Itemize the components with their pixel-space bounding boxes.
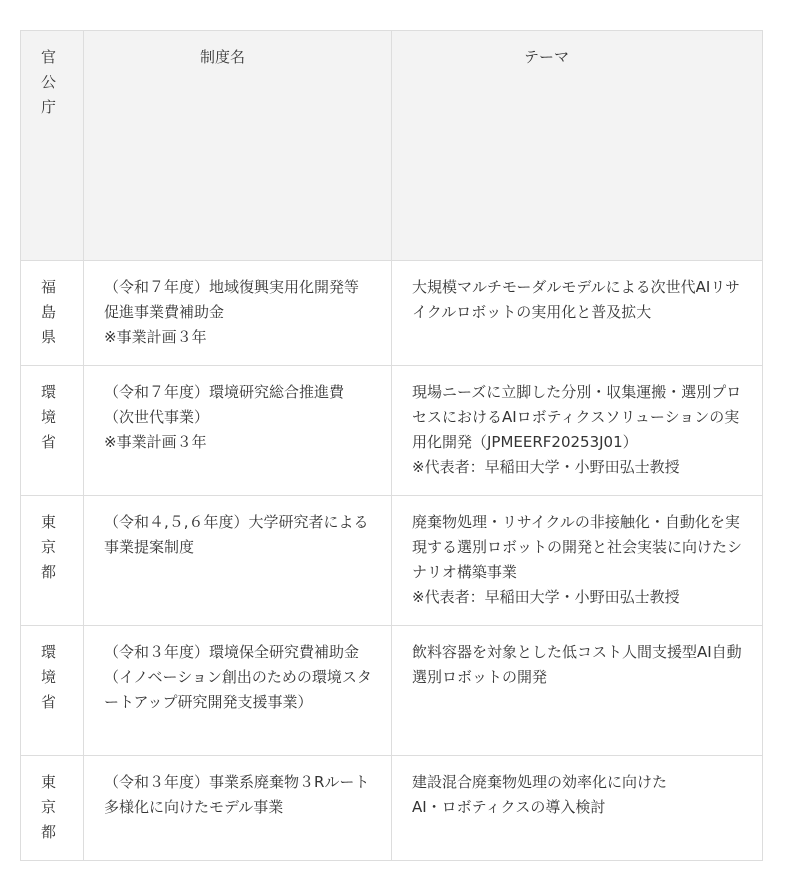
- program-name: （令和３年度）事業系廃棄物３Rルート多様化に向けたモデル事業: [104, 773, 370, 816]
- theme-note: ※代表者：早稲田大学・小野田弘士教授: [412, 458, 680, 476]
- program-note: ※事業計画３年: [104, 433, 207, 451]
- agency-cell: 環境省: [21, 626, 84, 756]
- header-program: 制度名: [84, 31, 392, 261]
- table-row: [21, 366, 763, 496]
- program-note: ※事業計画３年: [104, 328, 207, 346]
- theme-cell: [392, 496, 763, 626]
- theme-text-line-2: AI・ロボティクスの導入検討: [412, 798, 606, 816]
- header-agency: 官公庁: [21, 31, 84, 261]
- program-cell: [84, 261, 392, 366]
- funding-table: [20, 30, 763, 861]
- theme-cell: [392, 756, 763, 861]
- theme-text: 現場ニーズに立脚した分別・収集運搬・選別プロセスにおけるAIロボティクスソリューションの実用化開発（JPMEERF20253J01）: [412, 383, 742, 451]
- theme-cell: [392, 626, 763, 756]
- program-name: （令和３年度）環境保全研究費補助金（イノベーション創出のための環境スタートアップ研究開発支援事業）: [104, 643, 372, 711]
- agency-cell: 東京都: [21, 756, 84, 861]
- theme-text: 大規模マルチモーダルモデルによる次世代AIリサイクルロボットの実用化と普及拡大: [412, 278, 741, 321]
- theme-cell: [392, 261, 763, 366]
- program-name: （令和４,５,６年度）大学研究者による事業提案制度: [104, 513, 369, 556]
- agency-cell: 東京都: [21, 496, 84, 626]
- table-row: [21, 496, 763, 626]
- program-name: （令和７年度）地域復興実用化開発等促進事業費補助金: [104, 278, 360, 321]
- table-header-row: [21, 31, 763, 261]
- theme-text: 廃棄物処理・リサイクルの非接触化・自動化を実現する選別ロボットの開発と社会実装に向けたシナリオ構築事業: [412, 513, 743, 581]
- agency-cell: 環境省: [21, 366, 84, 496]
- theme-cell: [392, 366, 763, 496]
- program-cell: [84, 626, 392, 756]
- program-cell: [84, 366, 392, 496]
- table-row: [21, 261, 763, 366]
- program-cell: [84, 496, 392, 626]
- funding-table-container: [20, 30, 763, 861]
- theme-note: ※代表者：早稲田大学・小野田弘士教授: [412, 588, 680, 606]
- header-theme: テーマ: [392, 31, 763, 261]
- theme-text: 建設混合廃棄物処理の効率化に向けた: [412, 773, 668, 791]
- table-row: [21, 756, 763, 861]
- agency-cell: 福島県: [21, 261, 84, 366]
- theme-text: 飲料容器を対象とした低コスト人間支援型AI自動選別ロボットの開発: [412, 643, 742, 686]
- table-row: [21, 626, 763, 756]
- program-cell: [84, 756, 392, 861]
- program-name: （令和７年度）環境研究総合推進費（次世代事業）: [104, 383, 345, 426]
